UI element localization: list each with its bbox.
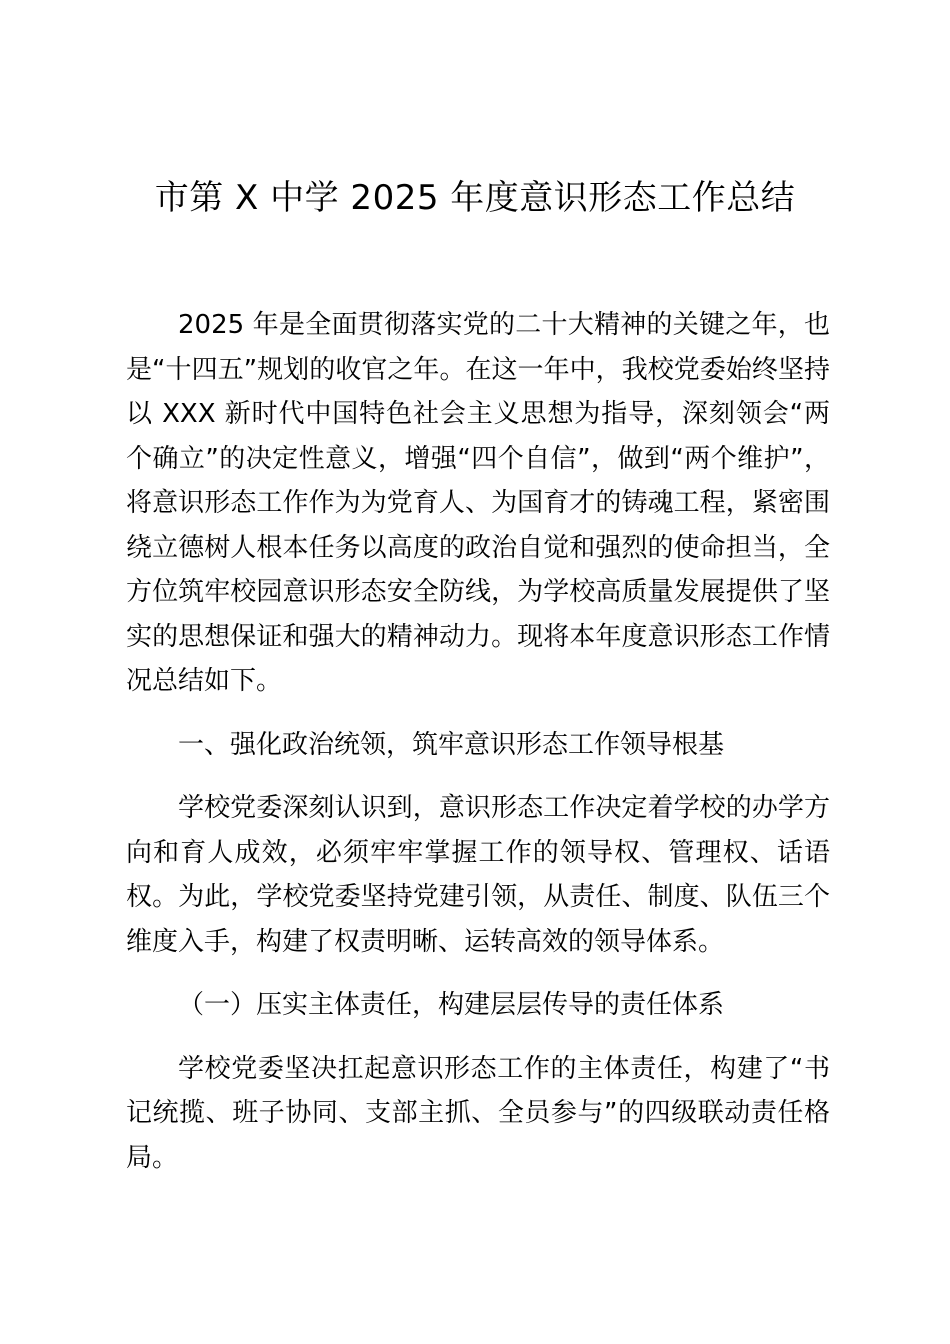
- subsection-heading-1: （一）压实主体责任，构建层层传导的责任体系: [178, 990, 725, 1020]
- document-title: 市第 X 中学 2025 年度意识形态工作总结: [154, 178, 796, 218]
- subsection-1-paragraph: 学校党委坚决扛起意识形态工作的主体责任，构建了“书记统揽、班子协同、支部主抓、全员参与”的四级联动责任格局。: [126, 1053, 830, 1173]
- document-body: [126, 303, 830, 1180]
- section-1-paragraph: 学校党委深刻认识到，意识形态工作决定着学校的办学方向和育人成效，必须牢牢掌握工作的领导权、管理权、话语权。为此，学校党委坚持党建引领，从责任、制度、队伍三个维度入手，构建了权责明晰、运转高效的领导体系。: [126, 793, 830, 957]
- section-heading-1: 一、强化政治统领，筑牢意识形态工作领导根基: [178, 729, 725, 760]
- intro-paragraph: 2025 年是全面贯彻落实党的二十大精神的关键之年，也是“十四五”规划的收官之年。在这一年中，我校党委始终坚持以 XXX 新时代中国特色社会主义思想为指导，深刻领会“两个确立”的决定性意义，增强“四个自信”，做到“两个维护”，将意识形态工作作为为党育人、为国育才的铸魂工程，紧密围绕立德树人根本任务以高度的政治自觉和强烈的使命担当，全方位筑牢校园意识形态安全防线，为学校高质量发展提供了坚实的思想保证和强大的精神动力。现将本年度意识形态工作情况总结如下。: [126, 310, 830, 696]
